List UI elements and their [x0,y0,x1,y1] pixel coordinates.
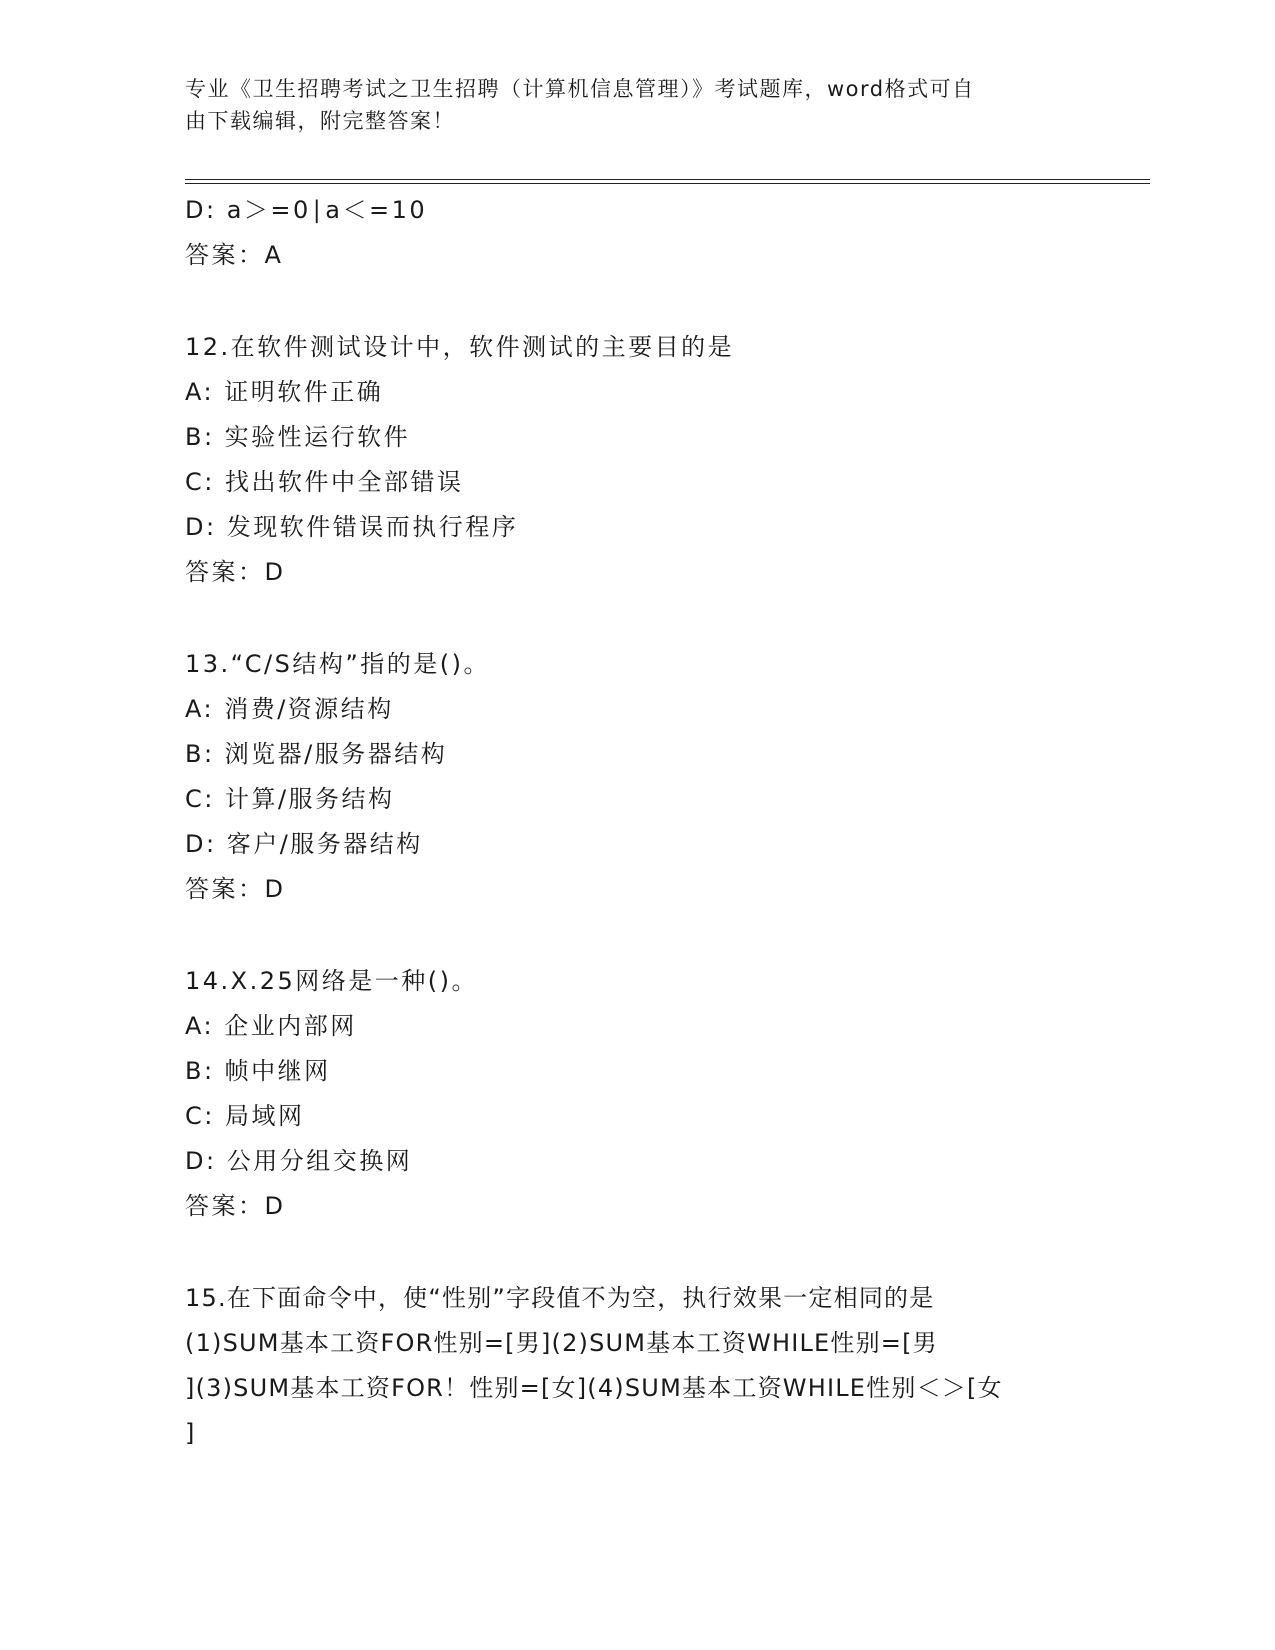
answer-line: 答案：A [185,241,284,269]
answer-line: 答案：D [185,558,286,586]
option-c: C: 找出软件中全部错误 [185,468,464,496]
header-divider-top [185,179,1150,180]
option-d: D: 公用分组交换网 [185,1147,413,1175]
question-12 [185,325,1085,595]
question-stem-line-2: (1)SUM基本工资FOR性别=[男](2)SUM基本工资WHILE性别=[男 [185,1329,938,1357]
option-c: C: 局域网 [185,1102,305,1130]
spacer [185,278,1085,325]
question-content [185,188,1085,1456]
option-c: C: 计算/服务结构 [185,785,395,813]
question-13 [185,642,1085,912]
header-line-2: 由下载编辑，附完整答案！ [185,109,455,133]
question-stem: 12.在软件测试设计中，软件测试的主要目的是 [185,333,735,361]
option-b: B: 实验性运行软件 [185,423,411,451]
answer-line: 答案：D [185,1192,286,1220]
question-14 [185,959,1085,1229]
question-15 [185,1276,1085,1456]
option-a: A: 企业内部网 [185,1012,357,1040]
option-a: A: 证明软件正确 [185,378,384,406]
spacer [185,595,1085,642]
question-stem: 14.X.25网络是一种()。 [185,967,479,995]
document-header [185,73,1065,137]
spacer [185,1229,1085,1276]
option-a: A: 消费/资源结构 [185,695,394,723]
question-stem-line-3: ](3)SUM基本工资FOR！性别=[女](4)SUM基本工资WHILE性别＜＞[女 [185,1374,1003,1402]
question-stem-line-4: ] [185,1419,196,1447]
option-d: D: 发现软件错误而执行程序 [185,513,519,541]
answer-line: 答案：D [185,875,286,903]
question-stem-line-1: 15.在下面命令中，使“性别”字段值不为空，执行效果一定相同的是 [185,1284,935,1312]
header-line-1: 专业《卫生招聘考试之卫生招聘（计算机信息管理）》考试题库，word格式可自 [185,77,975,101]
option-b: B: 浏览器/服务器结构 [185,740,448,768]
question-stem: 13.“C/S结构”指的是()。 [185,650,490,678]
previous-question-tail [185,188,1085,278]
option-b: B: 帧中继网 [185,1057,331,1085]
option-d: D: a＞=0∣a＜=10 [185,196,428,224]
header-divider-bottom [185,183,1150,184]
spacer [185,912,1085,959]
option-d: D: 客户/服务器结构 [185,830,423,858]
